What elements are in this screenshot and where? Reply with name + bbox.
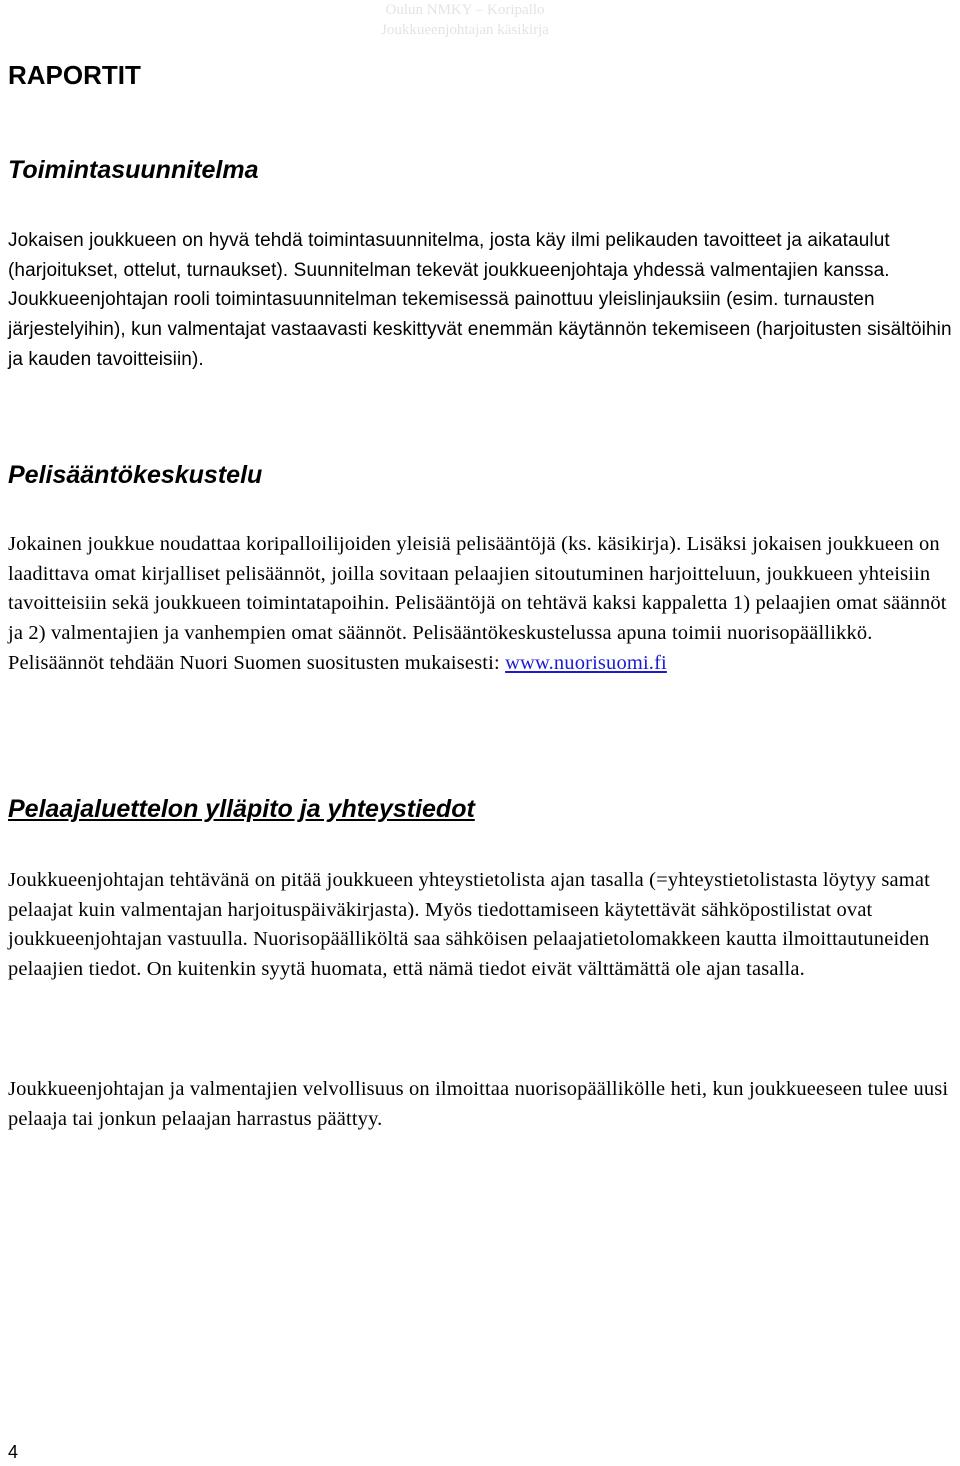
section-heading-toimintasuunnitelma: Toimintasuunnitelma: [8, 156, 259, 184]
paragraph-pelisaantokeskustelu-text: Jokainen joukkue noudattaa koripalloilijoiden yleisiä pelisääntöjä (ks. käsikirja). Lisäksi jokaisen joukkueen on laadittava omat kirjalliset pelisäännöt, joilla sovitaan pelaajien sitoutuminen harjoitteluun, joukkueen yhteisiin tavoitteisiin sekä joukkueen toimintatapoihin. Pelisääntöjä on tehtävä kaksi kappaletta 1) pelaajien omat säännöt ja 2) valmentajien ja vanhempien omat säännöt. Pelisääntökeskustelussa apuna toimii nuorisopäällikkö. Pelisäännöt tehdään Nuori Suomen suositusten mukaisesti:: [8, 533, 947, 674]
paragraph-toimintasuunnitelma: Jokaisen joukkueen on hyvä tehdä toimintasuunnitelma, josta käy ilmi pelikauden tavoitteet ja aikataulut (harjoitukset, ottelut, turnaukset). Suunnitelman tekevät joukkueenjohtaja yhdessä valmentajien kanssa. Joukkueenjohtajan rooli toimintasuunnitelman tekemisessä painottuu yleislinjauksiin (esim. turnausten järjestelyihin), kun valmentajat vastaavasti keskittyvät enemmän käytännön tekemiseen (harjoitusten sisältöihin ja kauden tavoitteisiin).: [8, 230, 952, 370]
running-header-org: Oulun NMKY – Koripallo: [385, 2, 545, 18]
running-header-doc-title: Joukkueenjohtajan käsikirja: [381, 22, 549, 38]
section-heading-pelaajaluettelo: Pelaajaluettelon ylläpito ja yhteystiedot: [8, 795, 475, 823]
running-header: [350, 0, 580, 40]
paragraph-pelisaantokeskustelu: [8, 530, 960, 679]
page-number: 4: [8, 1442, 19, 1462]
paragraph-pelaajaluettelo-1: Joukkueenjohtajan tehtävänä on pitää joukkueen yhteystietolista ajan tasalla (=yhteystietolistasta löytyy samat pelaajat kuin valmentajan harjoituspäiväkirjasta). Myös tiedottamiseen käytettävät sähköpostilistat ovat joukkueenjohtajan vastuulla. Nuorisopäälliköltä saa sähköisen pelaajatietolomakkeen kautta ilmoittautuneiden pelaajien tiedot. On kuitenkin syytä huomata, että nämä tiedot eivät välttämättä ole ajan tasalla.: [8, 869, 930, 981]
section-heading-pelisaantokeskustelu: Pelisääntökeskustelu: [8, 461, 263, 489]
paragraph-pelaajaluettelo-2: Joukkueenjohtajan ja valmentajien velvollisuus on ilmoittaa nuorisopäällikölle heti, kun joukkueeseen tulee uusi pelaaja tai jonkun pelaajan harrastus päättyy.: [8, 1078, 949, 1130]
page-title: RAPORTIT: [8, 60, 141, 90]
nuorisuomi-link[interactable]: www.nuorisuomi.fi: [505, 651, 667, 674]
